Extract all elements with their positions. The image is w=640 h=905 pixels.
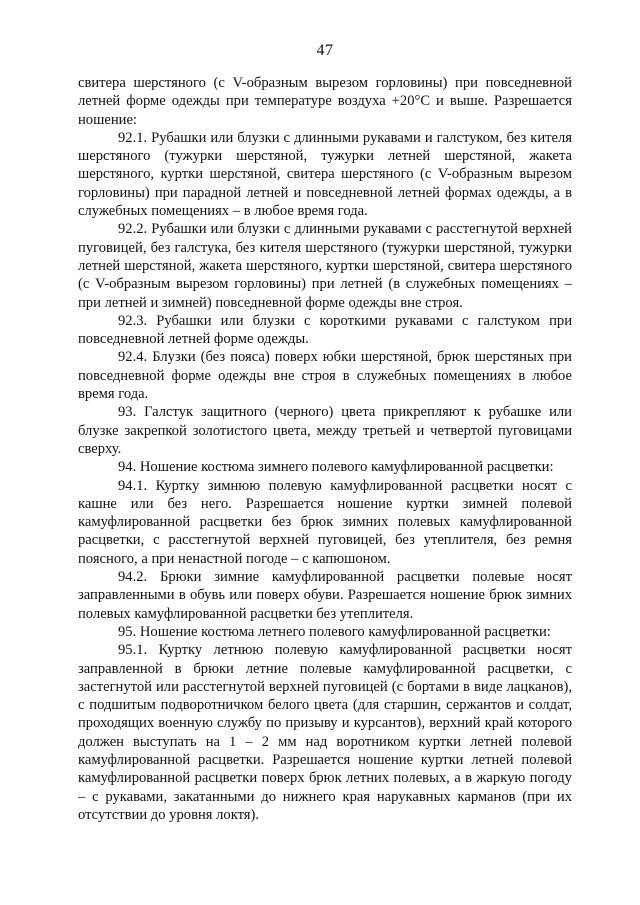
paragraph-continuation: свитера шерстяного (с V-образным вырезом горловины) при повседневной летней форме одежды при температуре воздуха +20°С и выше. Разрешается ношение: [78, 75, 572, 128]
paragraph-93: 93. Галстук защитного (черного) цвета прикрепляют к рубашке или блузке закрепкой золотистого цвета, между третьей и четвертой пуговицами сверху. [78, 404, 572, 457]
page-number: 47 [316, 42, 334, 59]
paragraph-92-2: 92.2. Рубашки или блузки с длинными рукавами с расстегнутой верхней пуговицей, без галстука, без кителя шерстяного (тужурки шерстяной, тужурки летней шерстяной, жакета шерстяного, куртки шерстяной, свитера шерстяного (с V-образным вырезом горловины) при летней (в служебных помещениях – при летней и зимней) повседневной форме одежды вне строя. [78, 221, 572, 311]
paragraph-92-4: 92.4. Блузки (без пояса) поверх юбки шерстяной, брюк шерстяных при повседневной форме одежды вне строя в служебных помещениях в любое время года. [78, 349, 572, 403]
document-body [78, 74, 572, 824]
paragraph-95-1: 95.1. Куртку летнюю полевую камуфлированной расцветки носят заправленной в брюки летние полевые камуфлированной расцветки, с застегнутой или расстегнутой верхней пуговицей (с бортами в виде лацканов), с подшитым подворотничком белого цвета (для старшин, сержантов и солдат, проходящих военную службу по призыву и курсантов), верхний край которого должен выступать на 1 – 2 мм над воротником куртки летней полевой камуфлированной расцветки. Разрешается ношение куртки летней полевой камуфлированной расцветки поверх брюк летних полевых, а в жаркую погоду – с рукавами, закатанными до нижнего края нарукавных карманов (при их отсутствии до уровня локтя). [78, 642, 572, 823]
paragraph-94: 94. Ношение костюма зимнего полевого камуфлированной расцветки: [118, 459, 554, 476]
paragraph-92-1: 92.1. Рубашки или блузки с длинными рукавами и галстуком, без кителя шерстяного (тужурки шерстяной, тужурки летней шерстяной, жакета шерстяного, куртки шерстяной, свитера шерстяного (с V-образным вырезом горловины) при парадной летней и повседневной летней формах одежды, а в служебных помещениях – в любое время года. [78, 129, 572, 220]
paragraph-95: 95. Ношение костюма летнего полевого камуфлированной расцветки: [118, 623, 551, 640]
paragraph-94-2: 94.2. Брюки зимние камуфлированной расцветки полевые носят заправленными в обувь или поверх обуви. Разрешается ношение брюк зимних полевых камуфлированной расцветки без утеплителя. [78, 569, 572, 622]
paragraph-92-3: 92.3. Рубашки или блузки с короткими рукавами с галстуком при повседневной летней форме одежды. [78, 312, 572, 348]
paragraph-94-1: 94.1. Куртку зимнюю полевую камуфлированной расцветки носят с кашне или без него. Разрешается ношение куртки зимней полевой камуфлированной расцветки без брюк зимних полевых камуфлированной расцветки, с расстегнутой верхней пуговицей, без утеплителя, без ремня поясного, а при ненастной погоде – с капюшоном. [78, 477, 572, 567]
